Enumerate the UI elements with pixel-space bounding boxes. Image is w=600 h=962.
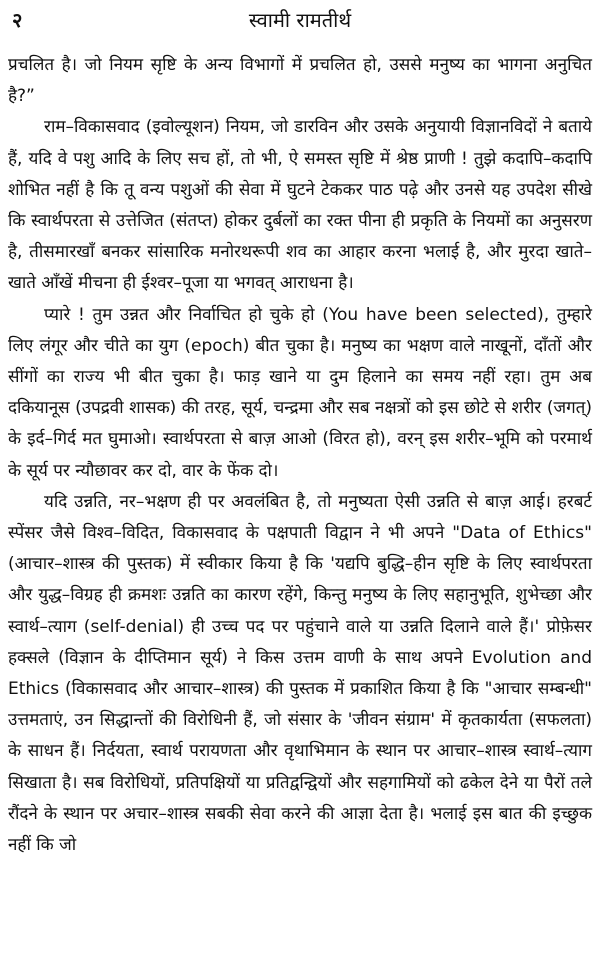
paragraph-spencer-huxley: यदि उन्नति, नर–भक्षण ही पर अवलंबित है, तो मनुष्यता ऐसी उन्नति से बाज़ आई। हरबर्ट स्पेंसर जैसे विश्व–विदित, विकासवाद के पक्षपाती विद्वान ने भी अपने "Data of Ethics" (आचार–शास्त्र की पुस्तक) में स्वीकार किया है कि 'यद्यपि बुद्धि–हीन सृष्टि के लिए स्वार्थपरता और युद्ध–विग्रह ही क्रमशः उन्नति का कारण रहेंगे, किन्तु मनुष्य के लिए सहानुभूति, शुभेच्छा और स्वार्थ–त्याग (self-denial) ही उच्च पद पर पहुंचाने वाले या उन्नति दिलाने वाले हैं।' प्रोफ़ेसर हक्सले (विज्ञान के दीप्तिमान सूर्य) ने किस उत्तम वाणी के साथ अपने Evolution and Ethics (विकासवाद और आचार–शास्त्र) की पुस्तक में प्रकाशित किया है कि "आचार सम्बन्धी" उत्तमताएं, उन सिद्धान्तों की विरोधिनी हैं, जो संसार के 'जीवन संग्राम' में कृतकार्यता (सफलता) के साधन हैं। निर्दयता, स्वार्थ परायणता और वृथाभिमान के स्थान पर आचार–शास्त्र स्वार्थ–त्याग सिखाता है। सब विरोधियों, प्रतिपक्षियों या प्रतिद्वन्द्वियों और सहगामियों को ढकेल देने या पैरों तले रौंदने के स्थान पर अचार–शास्त्र सबकी सेवा करने की आज्ञा देता है। भलाई इस बात की इच्छुक नहीं कि जो	[8, 491, 592, 856]
paragraph-evolution-law: राम–विकासवाद (इवोल्यूशन) नियम, जो डारविन और उसके अनुयायी विज्ञानविदों ने बताये हैं, यदि वे पशु आदि के लिए सच हों, तो भी, ऐ समस्त सृष्टि में श्रेष्ठ प्राणी ! तुझे कदापि–कदापि शोभित नहीं है कि तू वन्य पशुओं की सेवा में घुटने टेककर पाठ पढ़े और उनसे यह उपदेश सीखे कि स्वार्थपरता से उत्तेजित (संतप्त) होकर दुर्बलों का रक्त पीना ही प्रकृति के नियमों का अनुसरण है, तीसमारखाँ बनकर सांसारिक मनोरथरूपी शव का आहार करना भलाई है, और मुरदा खाते–खाते आँखें मीचना ही ईश्वर–पूजा या भगवत् आराधना है।	[8, 117, 592, 294]
paragraph-you-have-been-selected: प्यारे ! तुम उन्नत और निर्वाचित हो चुके हो (You have been selected), तुम्हारे लिए लंगूर और चीते का युग (epoch) बीत चुका है। मनुष्य का भक्षण वाले नाखूनों, दाँतों और सींगों का राज्य भी बीत चुका है। फाड़ खाने या दुम हिलाने का समय नहीं रहा। तुम अब दकियानूस (उपद्रवी शासक) की तरह, सूर्य, चन्द्रमा और सब नक्षत्रों को इस छोटे से शरीर (जगत्) के इर्द–गिर्द मत घुमाओ। स्वार्थपरता से बाज़ आओ (विरत हो), वरन् इस शरीर–भूमि को परमार्थ के सूर्य पर न्यौछावर कर दो, वार के फेंक दो।	[8, 304, 592, 481]
paragraph-continuation: प्रचलित है। जो नियम सृष्टि के अन्य विभागों में प्रचलित हो, उससे मनुष्य का भागना अनुचित है?”	[8, 55, 592, 107]
body-text	[8, 50, 592, 861]
page-header	[8, 4, 592, 50]
running-title: स्वामी रामतीर्थ	[248, 8, 352, 32]
page-number: २	[12, 8, 23, 32]
